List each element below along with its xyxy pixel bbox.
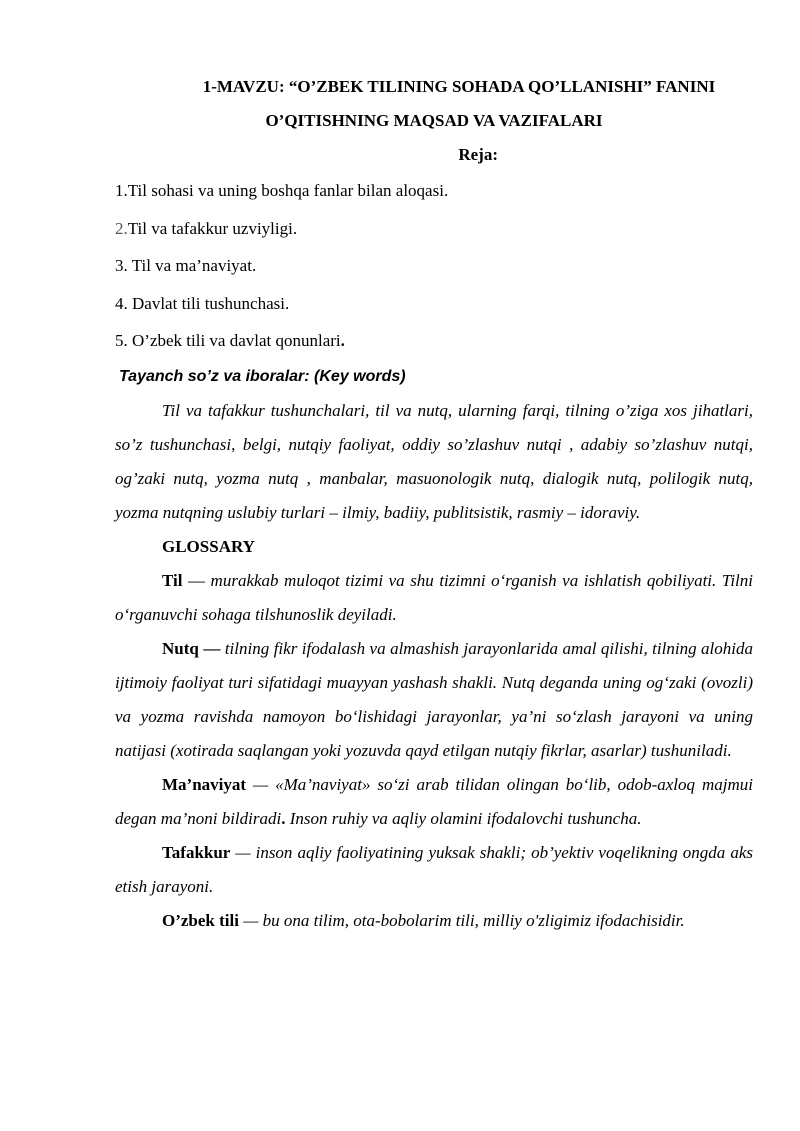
glossary-entry-manaviyat: Ma’naviyat — «Ma’naviyat» so‘zi arab tilidan olingan bo‘lib, odob-axloq majmui degan ma’noni bildiradi. Inson ruhiy va aqliy olamini ifodalovchi tushuncha.	[115, 774, 753, 828]
document-title-line1: 1-MAVZU: “O’ZBEK TILINING SOHADA QO’LLANISHI” FANINI	[202, 77, 716, 96]
plan-item-4: 4. Davlat tili tushunchasi.	[115, 293, 290, 313]
glossary-heading: GLOSSARY	[162, 536, 255, 556]
plan-item-5: 5. O’zbek tili va davlat qonunlari.	[115, 331, 345, 350]
plan-item-2: 2.Til va tafakkur uzviyligi.	[115, 218, 298, 238]
keywords-heading: Tayanch so’z va iboralar: (Key words)	[119, 367, 406, 385]
document-title-line2: O’QITISHNING MAQSAD VA VAZIFALARI	[265, 111, 603, 130]
plan-item-1: 1.Til sohasi va uning boshqa fanlar bilan aloqasi.	[115, 181, 449, 200]
plan-heading: Reja:	[458, 145, 498, 164]
glossary-entry-til: Til — murakkab muloqot tizimi va shu tizimni o‘rganish va ishlatish qobiliyati. Tilni o‘rganuvchi sohaga tilshunoslik deyiladi.	[115, 570, 753, 624]
plan-item-3: 3. Til va ma’naviyat.	[115, 256, 257, 275]
document-page	[115, 70, 753, 938]
keywords-text: Til va tafakkur tushunchalari, til va nutq, ularning farqi, tilning o’ziga xos jihatlari, so’z tushunchasi, belgi, nutqiy faoliyat, oddiy so’zlashuv nutqi , adabiy so’zlashuv nutqi, og’zaki nutq, yozma nutq , manbalar, masuonologik nutq, dialogik nutq, polilogik nutq, yozma nutqning uslubiy turlari – ilmiy, badiiy, publitsistik, rasmiy – idoraviy.	[115, 400, 753, 522]
glossary-entry-nutq: Nutq — tilning fikr ifodalash va almashish jarayonlarida amal qilishi, tilning alohida ijtimoiy faoliyat turi sifatidagi muayyan yashash shakli. Nutq deganda uning og‘zaki (ovozli) va yozma ravishda namoyon bo‘lishidagi jarayonlar, ya’ni so‘zlash jarayoni va uning natijasi (xotirada saqlangan yoki yozuvda qayd etilgan nutqiy fikrlar, asarlar) tushuniladi.	[115, 638, 753, 760]
glossary-entry-tafakkur: Tafakkur — inson aqliy faoliyatining yuksak shakli; ob’yektiv voqelikning ongda aks etish jarayoni.	[115, 842, 753, 896]
glossary-entry-ozbek-tili: O’zbek tili — bu ona tilim, ota-bobolarim tili, milliy o'zligimiz ifodachisidir.	[162, 910, 685, 930]
